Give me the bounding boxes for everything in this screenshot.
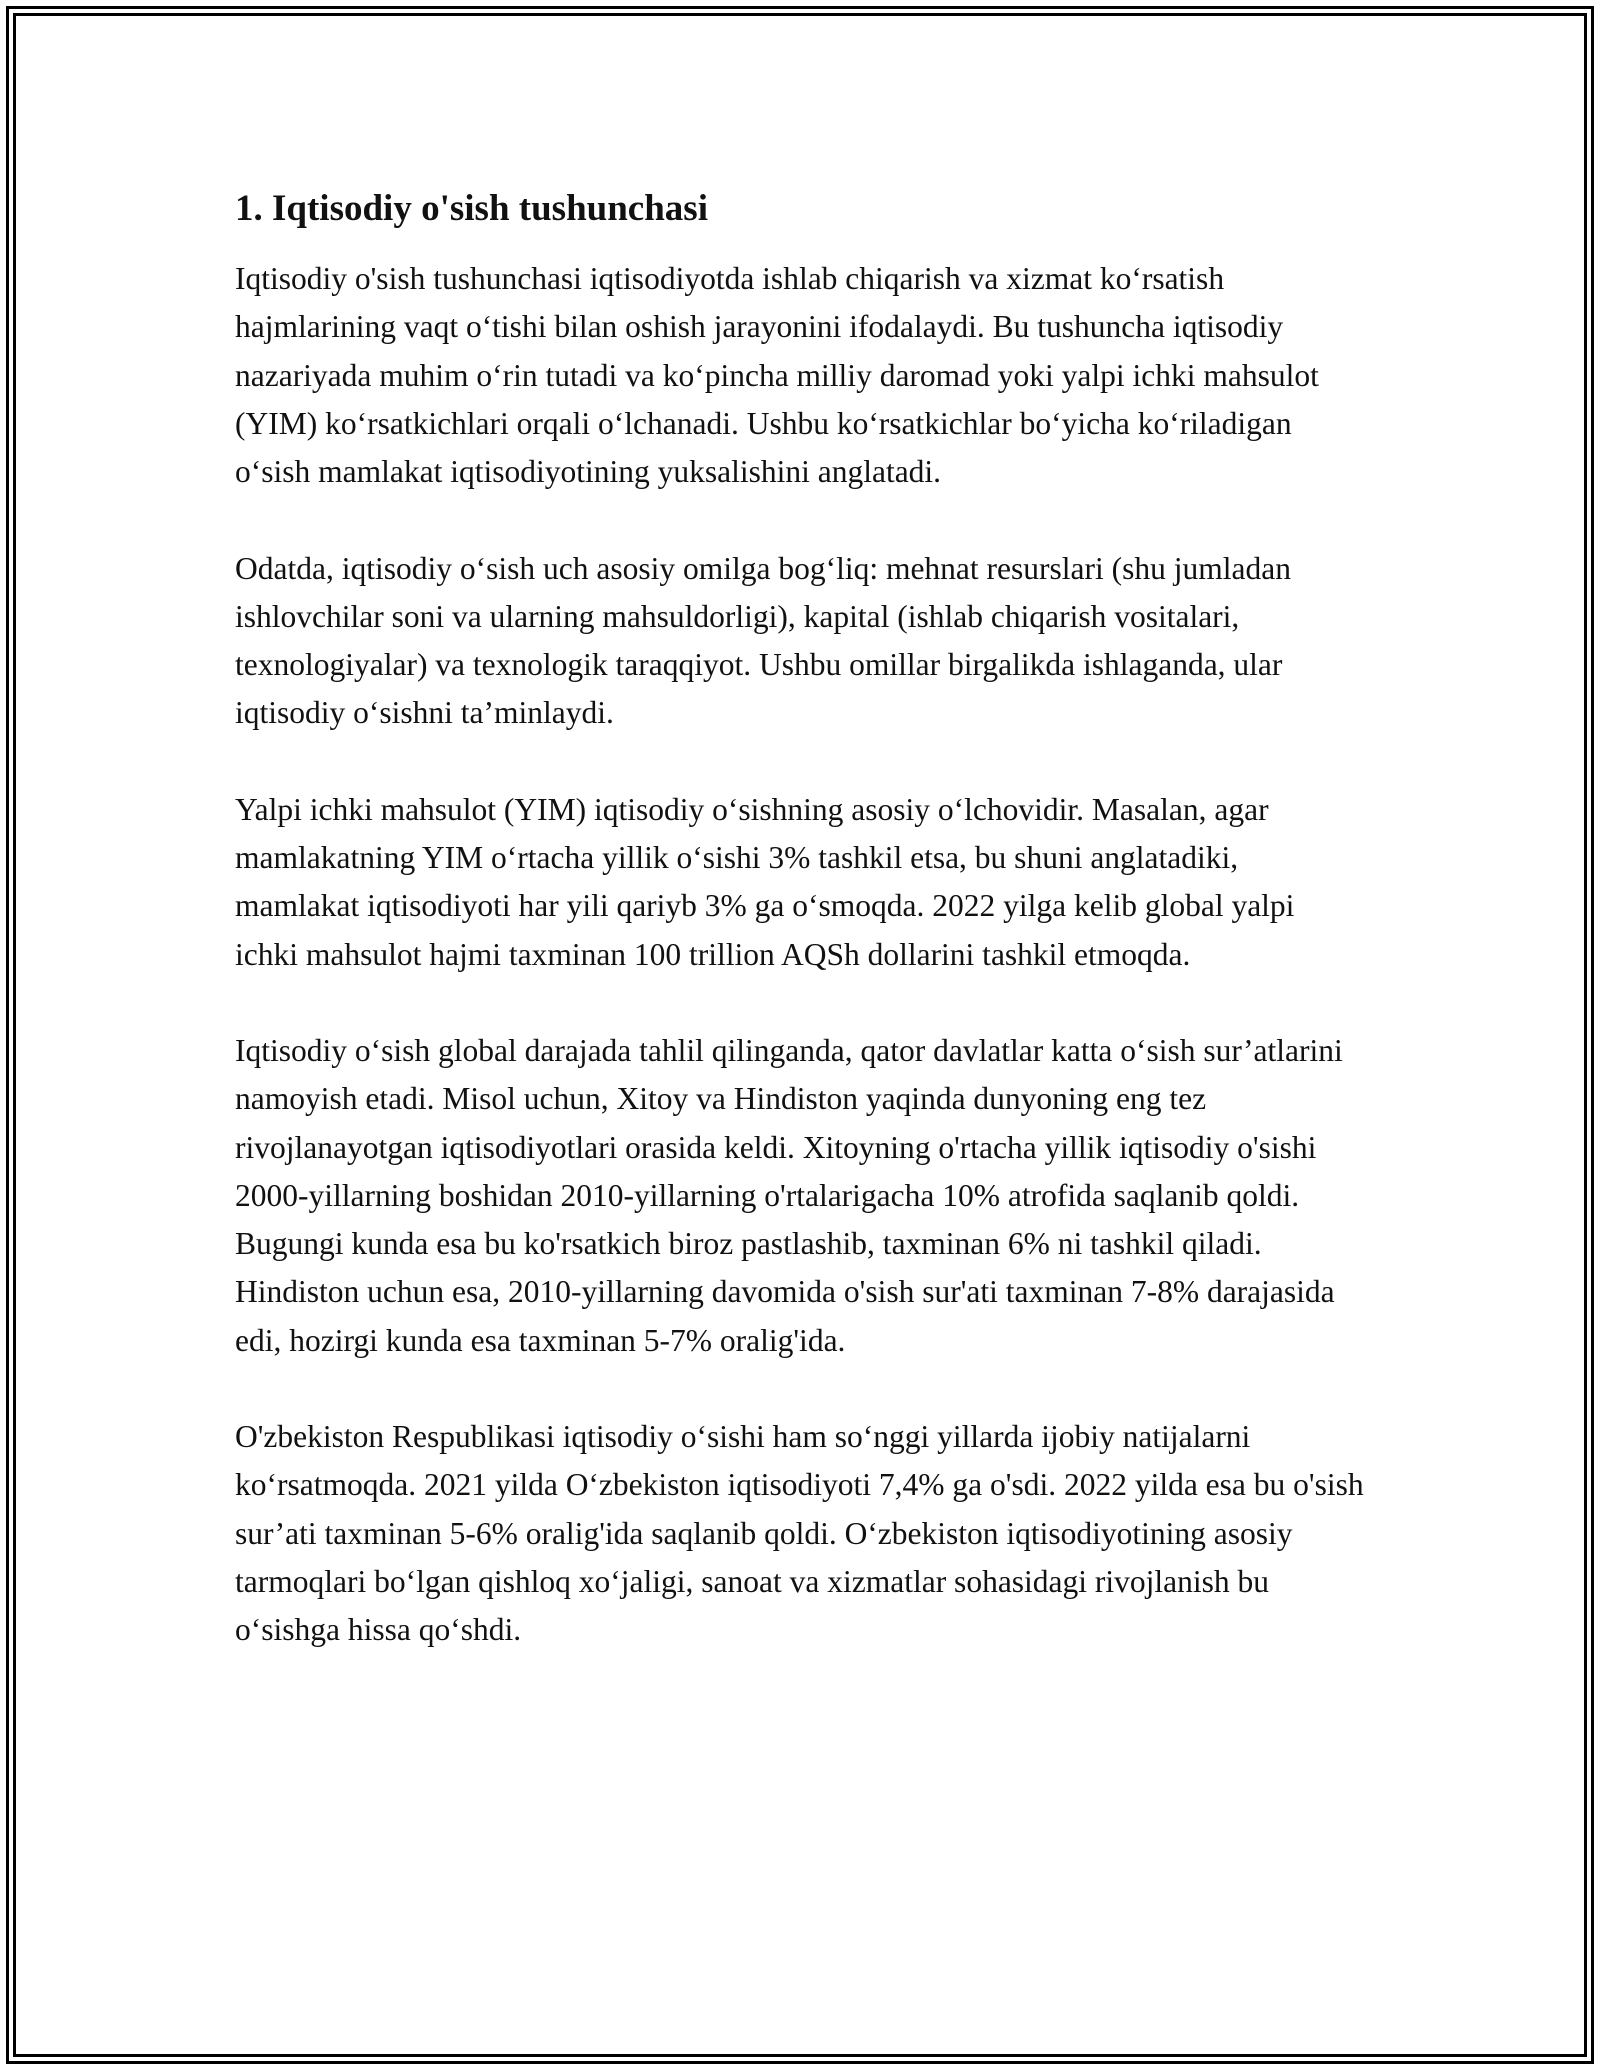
- paragraph-factors: Odatda, iqtisodiy o‘sish uch asosiy omilga bog‘liq: mehnat resurslari (shu jumladan ishlovchilar soni va ularning mahsuldorligi), kapital (ishlab chiqarish vositalari, texnologiyalar) va texnologik taraqqiyot. Ushbu omillar birgalikda ishlaganda, ular iqtisodiy o‘sishni ta’minlaydi.: [235, 550, 1291, 731]
- paragraph-definition: Iqtisodiy o'sish tushunchasi iqtisodiyotda ishlab chiqarish va xizmat ko‘rsatish hajmlarining vaqt o‘tishi bilan oshish jarayonini ifodalaydi. Bu tushuncha iqtisodiy nazariyada muhim o‘rin tutadi va ko‘pincha milliy daromad yoki yalpi ichki mahsulot (YIM) ko‘rsatkichlari orqali o‘lchanadi. Ushbu ko‘rsatkichlar bo‘yicha ko‘riladigan o‘sish mamlakat iqtisodiyotining yuksalishini anglatadi.: [235, 261, 1319, 490]
- document-body: [235, 185, 1365, 1655]
- paragraph-uzbekistan: O'zbekiston Respublikasi iqtisodiy o‘sishi ham so‘nggi yillarda ijobiy natijalarni ko‘rsatmoqda. 2021 yilda O‘zbekiston iqtisodiyoti 7,4% ga o'sdi. 2022 yilda esa bu o'sish sur’ati taxminan 5-6% oralig'ida saqlanib qoldi. O‘zbekiston iqtisodiyotining asosiy tarmoqlari bo‘lgan qishloq xo‘jaligi, sanoat va xizmatlar sohasidagi rivojlanish bu o‘sishga hissa qo‘shdi.: [235, 1419, 1364, 1648]
- section-heading: 1. Iqtisodiy o'sish tushunchasi: [235, 188, 708, 229]
- paragraph-global-growth: Iqtisodiy o‘sish global darajada tahlil qilinganda, qator davlatlar katta o‘sish sur’atlarini namoyish etadi. Misol uchun, Xitoy va Hindiston yaqinda dunyoning eng tez rivojlanayotgan iqtisodiyotlari orasida keldi. Xitoyning o'rtacha yillik iqtisodiy o'sishi 2000-yillarning boshidan 2010-yillarning o'rtalarigacha 10% atrofida saqlanib qoldi. Bugungi kunda esa bu ko'rsatkich biroz pastlashib, taxminan 6% ni tashkil qiladi. Hindiston uchun esa, 2010-yillarning davomida o'sish sur'ati taxminan 7-8% darajasida edi, hozirgi kunda esa taxminan 5-7% oralig'ida.: [235, 1032, 1343, 1358]
- paragraph-gdp: Yalpi ichki mahsulot (YIM) iqtisodiy o‘sishning asosiy o‘lchovidir. Masalan, agar mamlakatning YIM o‘rtacha yillik o‘sishi 3% tashkil etsa, bu shuni anglatadiki, mamlakat iqtisodiyoti har yili qariyb 3% ga o‘smoqda. 2022 yilga kelib global yalpi ichki mahsulot hajmi taxminan 100 trillion AQSh dollarini tashkil etmoqda.: [235, 791, 1295, 972]
